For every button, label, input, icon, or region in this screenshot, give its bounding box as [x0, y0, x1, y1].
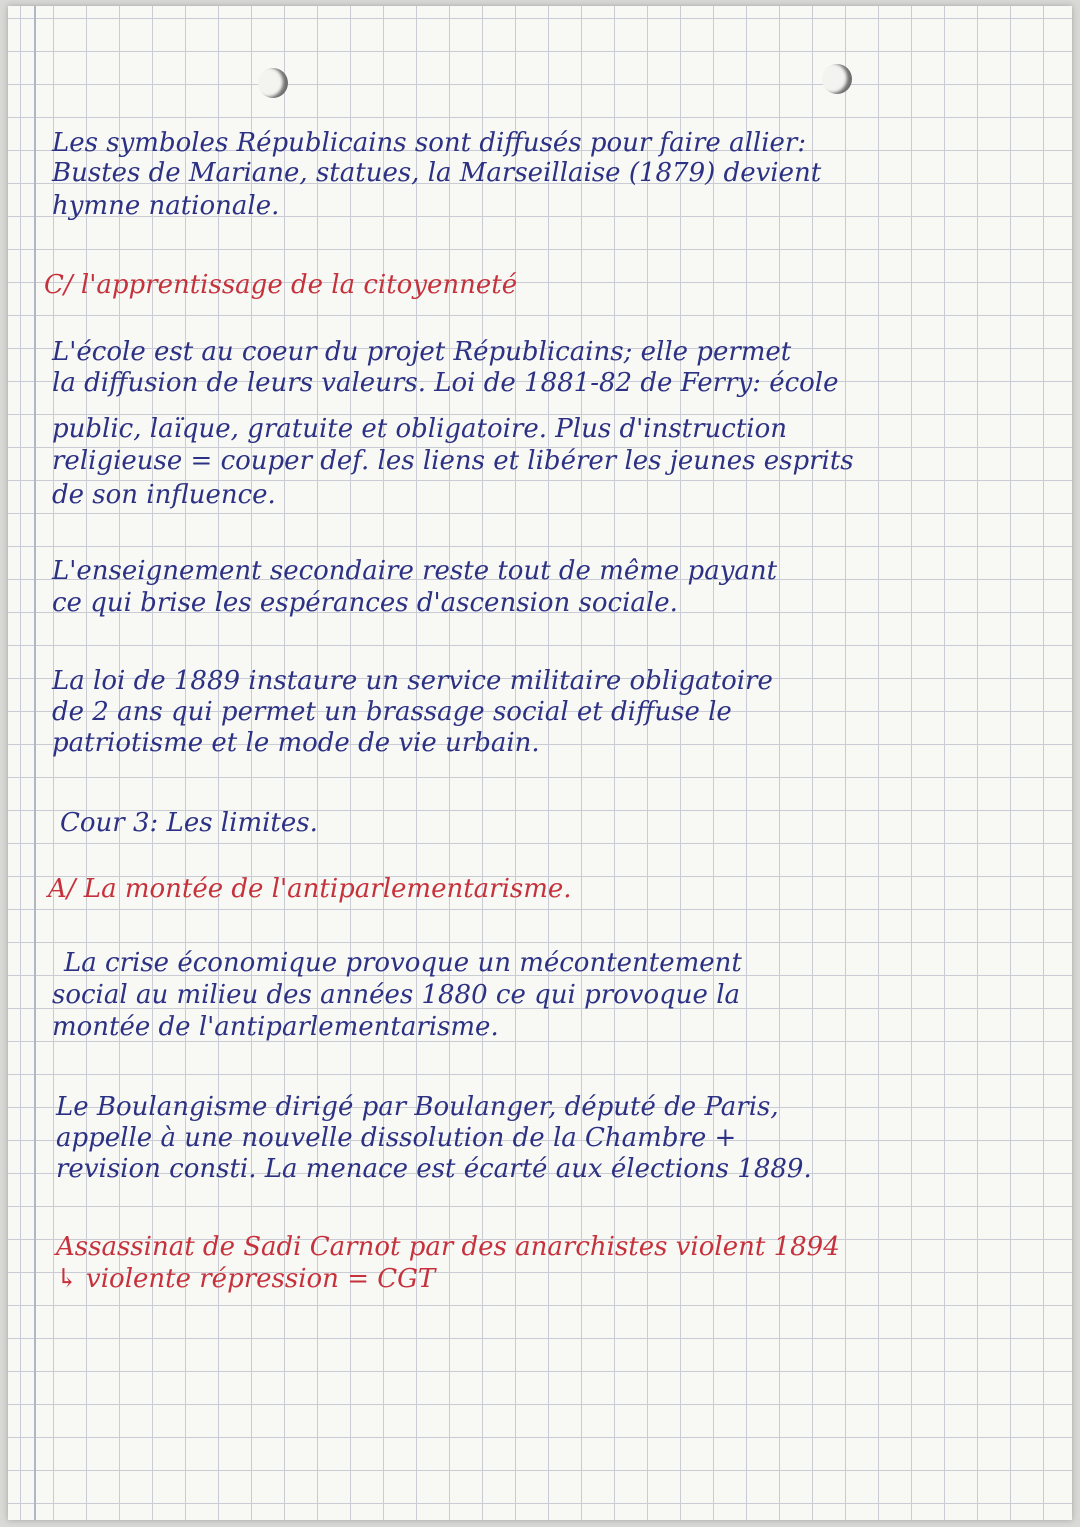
chapter-title: Cour 3: Les limites.: [60, 808, 318, 838]
paragraph-line: appelle à une nouvelle dissolution de la Chambre +: [56, 1123, 737, 1153]
notebook-page: [8, 6, 1072, 1520]
paragraph-line: montée de l'antiparlementarisme.: [52, 1012, 499, 1042]
paragraph-line: religieuse = couper def. les liens et libérer les jeunes esprits: [52, 446, 854, 476]
punch-hole-left: [258, 68, 288, 98]
paragraph-line: de son influence.: [52, 480, 276, 510]
paragraph-line: L'école est au coeur du projet Républicains; elle permet: [52, 337, 792, 367]
paragraph-line: la diffusion de leurs valeurs. Loi de 1881-82 de Ferry: école: [52, 368, 839, 398]
paragraph-line: patriotisme et le mode de vie urbain.: [52, 728, 540, 758]
intro-line: hymne nationale.: [52, 191, 280, 221]
paragraph-line: Le Boulangisme dirigé par Boulanger, député de Paris,: [56, 1092, 779, 1122]
punch-hole-right: [822, 64, 852, 94]
intro-line: Bustes de Mariane, statues, la Marseillaise (1879) devient: [52, 158, 822, 188]
section-a-heading: A/ La montée de l'antiparlementarisme.: [48, 874, 572, 904]
intro-line: Les symboles Républicains sont diffusés pour faire allier:: [52, 128, 807, 158]
paragraph-line: social au milieu des années 1880 ce qui provoque la: [52, 980, 741, 1010]
note-line: ↳ violente répression = CGT: [56, 1264, 436, 1294]
paragraph-line: ce qui brise les espérances d'ascension sociale.: [52, 588, 678, 618]
note-line: Assassinat de Sadi Carnot par des anarchistes violent 1894: [56, 1232, 840, 1262]
paragraph-line: L'enseignement secondaire reste tout de même payant: [52, 556, 778, 586]
paragraph-line: La crise économique provoque un mécontentement: [64, 948, 742, 978]
margin-line: [34, 6, 36, 1520]
paragraph-line: public, laïque, gratuite et obligatoire. Plus d'instruction: [52, 414, 788, 444]
paragraph-line: revision consti. La menace est écarté aux élections 1889.: [56, 1154, 812, 1184]
paragraph-line: La loi de 1889 instaure un service militaire obligatoire: [52, 666, 773, 696]
paragraph-line: de 2 ans qui permet un brassage social et diffuse le: [52, 697, 732, 727]
section-c-heading: C/ l'apprentissage de la citoyenneté: [44, 270, 518, 300]
